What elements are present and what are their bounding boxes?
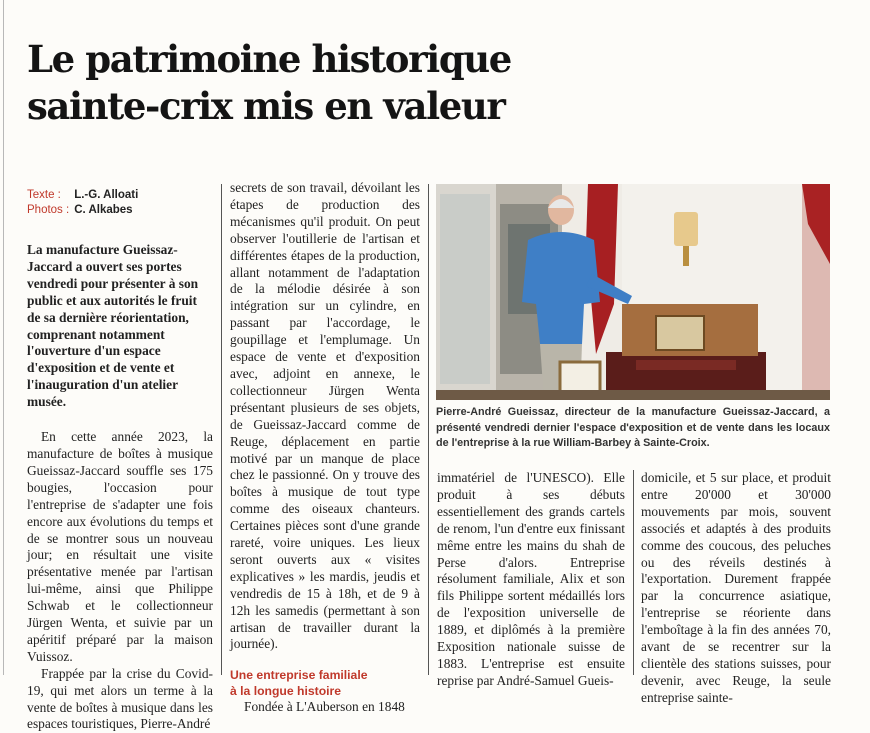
photo-credit-author: C. Alkabes [74,204,133,216]
column-3-paragraph-1: immatériel de l'UNESCO). Elle produit à ses débuts essentiellement des grands cartels de renom, l'un d'entre eux finissant même entre les mains du shah de Perse d'alors. Entreprise résolument familiale, Alix et son fils Philippe sortent médaillés lors de l'exposition universelle de 1889, et diplômés à la première Exposition nationale suisse de 1883. L'entreprise est ensuite reprise par André-Samuel Gueis- [437,470,625,688]
photo-credit [27,203,138,218]
column-4-paragraph-1: domicile, et 5 sur place, et produit entre 20'000 et 30'000 mouvements par mois, souvent associés et adaptés à des produits comme des coucous, des peluches ou des réveils destinés à l'exportation. Durement frappée par la concurrence asiatique, l'entreprise se réoriente dans l'emboîtage à la fin des années 70, avant de se recentrer sur la clientèle des stations suisses, pour devenir, avec Reuge, la seule entreprise sainte- [641,470,831,705]
column-2-paragraph-1: secrets de son travail, dévoilant les étapes de production des mécanismes qu'il produit. On peut observer l'outillerie de l'artisan et différentes étapes de la production, allant notamment de l'adaptation de la mélodie désirée à son intégration sur un cylindre, en passant par l'accordage, le goupillage et l'emplumage. Un espace de vente et d'exposition avec, adjoint en annexe, le collectionneur Jürgen Wenta présentant plusieurs de ses objets, de Gueissaz-Jaccard comme de Reuge, déplacement en partie motivé par un manque de place chez le passionné. On y trouve des boîtes à musique de tout type comme des oiseaux chanteurs. Certaines pièces sont d'une grande rareté, voire uniques. Les lieux seront ouverts aux « visites explicatives » les mardis, jeudis et vendredis de 15 à 18h, et de 9 à 12h les samedis (permettant à son artisan de travailler durant la journée). [230,180,420,652]
photo-illustration [436,184,830,400]
section-subheading [230,667,420,699]
text-credit-label: Texte : [27,189,61,201]
photo-credit-label: Photos : [27,204,70,216]
column-1-paragraph-1: En cette année 2023, la manufacture de boîtes à musique Gueissaz-Jaccard souffle ses 175 bougies, l'occasion pour l'entreprise de s'adapter une fois encore aux évolutions du temps et de se montrer sous un nouveau jour; en résultait une visite présentative menée par l'artisan lui-même, ainsi que Philippe Schwab et le collectionneur Jürgen Wenta, et suivie par un apéritif préparé par la maison Vuissoz. [27,429,213,664]
column-divider-2 [428,184,429,675]
column-4 [641,470,831,707]
column-1 [27,242,213,733]
photo-caption: Pierre-André Gueissaz, directeur de la manufacture Gueissaz-Jaccard, a présenté vendredi dernier l'espace d'exposition et de vente dans les locaux de l'entreprise à la rue William-Barbey à Sainte-Croix. [436,406,830,450]
column-3 [437,470,625,690]
text-credit [27,188,138,203]
article-headline [27,36,587,130]
subheading-line-2: à la longue histoire [230,684,342,699]
article-credits [27,188,138,218]
column-2 [230,180,420,716]
column-2-paragraph-2: Fondée à L'Auberson en 1848 [244,699,405,715]
subheading-line-1: Une entreprise familiale [230,668,368,683]
column-divider-1 [221,184,222,675]
headline-line-2: sainte-crix mis en valeur [27,84,505,128]
page-left-edge [3,0,4,675]
article-lead: La manufacture Gueissaz-Jaccard a ouvert ses portes vendredi pour présenter à son public et aux autorités le fruit de sa dernière réorientation, comprenant notamment l'ouverture d'un espace d'exposition et de vente et l'inauguration d'un atelier musée. [27,242,199,410]
article-photo [436,184,830,400]
headline-line-1: Le patrimoine historique [27,37,511,81]
column-1-paragraph-2: Frappée par la crise du Covid-19, qui met alors un terme à la vente de boîtes à musique dans les espaces touristiques, Pierre-André [27,665,213,732]
column-divider-3 [633,470,634,675]
text-credit-author: L.-G. Alloati [74,189,139,201]
